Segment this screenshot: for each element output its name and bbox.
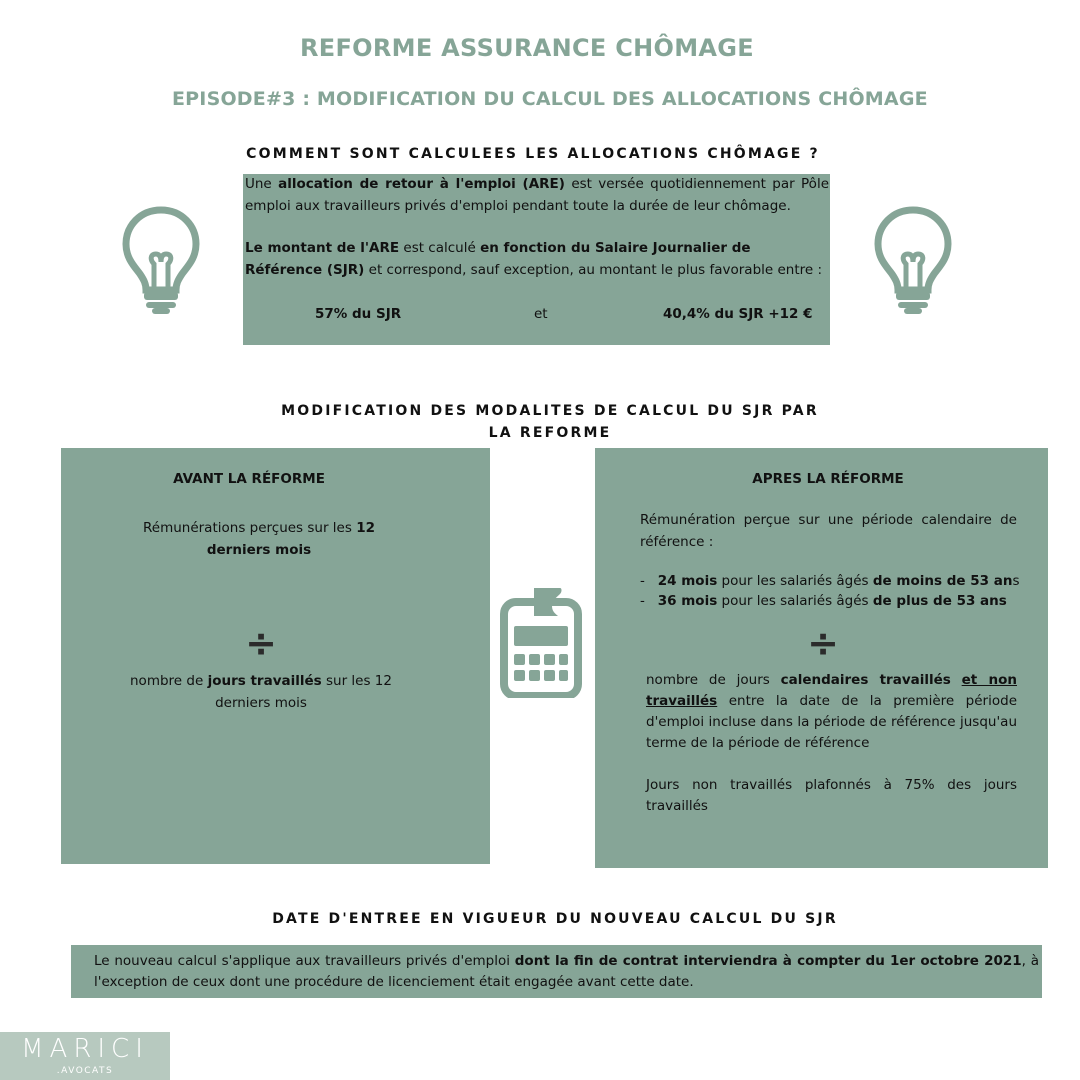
after-bullet-36-months: - 36 mois pour les salariés âgés de plus de 53 ans <box>640 593 1007 609</box>
lightbulb-icon <box>120 204 202 316</box>
after-bullet-24-months: - 24 mois pour les salariés âgés de moins de 53 ans <box>640 573 1020 589</box>
option-57-percent: 57% du SJR <box>315 306 402 322</box>
calculation-box <box>243 174 830 345</box>
section-heading-modification: MODIFICATION DES MODALITES DE CALCUL DU SJR PAR LA REFORME <box>281 403 819 441</box>
lightbulb-icon <box>872 204 954 316</box>
are-paragraph: Une allocation de retour à l'emploi (ARE) est versée quotidiennement par Pôle emploi aux travailleurs privés d'emploi pendant toute la durée de leur chômage. <box>245 176 829 214</box>
after-denominator: nombre de jours calendaires travaillés et non travaillés entre la date de la première période d'emploi incluse dans la période de référence jusqu'au terme de la période de référence <box>646 672 1017 751</box>
logo-subtitle: .AVOCATS <box>56 1066 114 1076</box>
option-40-percent: 40,4% du SJR +12 € <box>663 306 813 322</box>
page-subtitle: EPISODE#3 : MODIFICATION DU CALCUL DES ALLOCATIONS CHÔMAGE <box>172 88 928 110</box>
after-reform-box <box>595 448 1048 868</box>
section-heading-calculation: COMMENT SONT CALCULEES LES ALLOCATIONS CHÔMAGE ? <box>246 146 820 162</box>
section-heading-effective-date: DATE D'ENTREE EN VIGUEUR DU NOUVEAU CALCUL DU SJR <box>272 911 838 927</box>
effective-date-text: Le nouveau calcul s'applique aux travailleurs privés d'emploi dont la fin de contrat interviendra à compter du 1er octobre 2021, à l'exception de ceux dont une procédure de licenciement était engagée avant cette date. <box>94 953 1040 990</box>
effective-date-box <box>71 945 1042 998</box>
calculator-icon <box>500 586 582 698</box>
before-reform-title: AVANT LA RÉFORME <box>173 471 325 487</box>
before-denominator: nombre de jours travaillés sur les 12 derniers mois <box>130 673 392 711</box>
after-reform-title: APRES LA RÉFORME <box>752 471 904 487</box>
before-reform-box <box>61 448 490 864</box>
after-intro: Rémunération perçue sur une période calendaire de référence : <box>640 512 1017 550</box>
page-title: REFORME ASSURANCE CHÔMAGE <box>300 34 754 62</box>
logo-word: MARICI <box>21 1034 149 1064</box>
marici-logo <box>0 1032 170 1080</box>
divide-icon: ÷ <box>245 621 277 665</box>
divide-icon: ÷ <box>807 621 839 665</box>
before-numerator: Rémunérations perçues sur les 12 derniers mois <box>142 520 375 558</box>
after-note: Jours non travaillés plafonnés à 75% des jours travaillés <box>646 777 1017 814</box>
option-connector: et <box>534 306 548 322</box>
sjr-paragraph: Le montant de l'ARE est calculé en fonction du Salaire Journalier de Référence (SJR) et correspond, sauf exception, au montant le plus favorable entre : <box>245 240 823 278</box>
